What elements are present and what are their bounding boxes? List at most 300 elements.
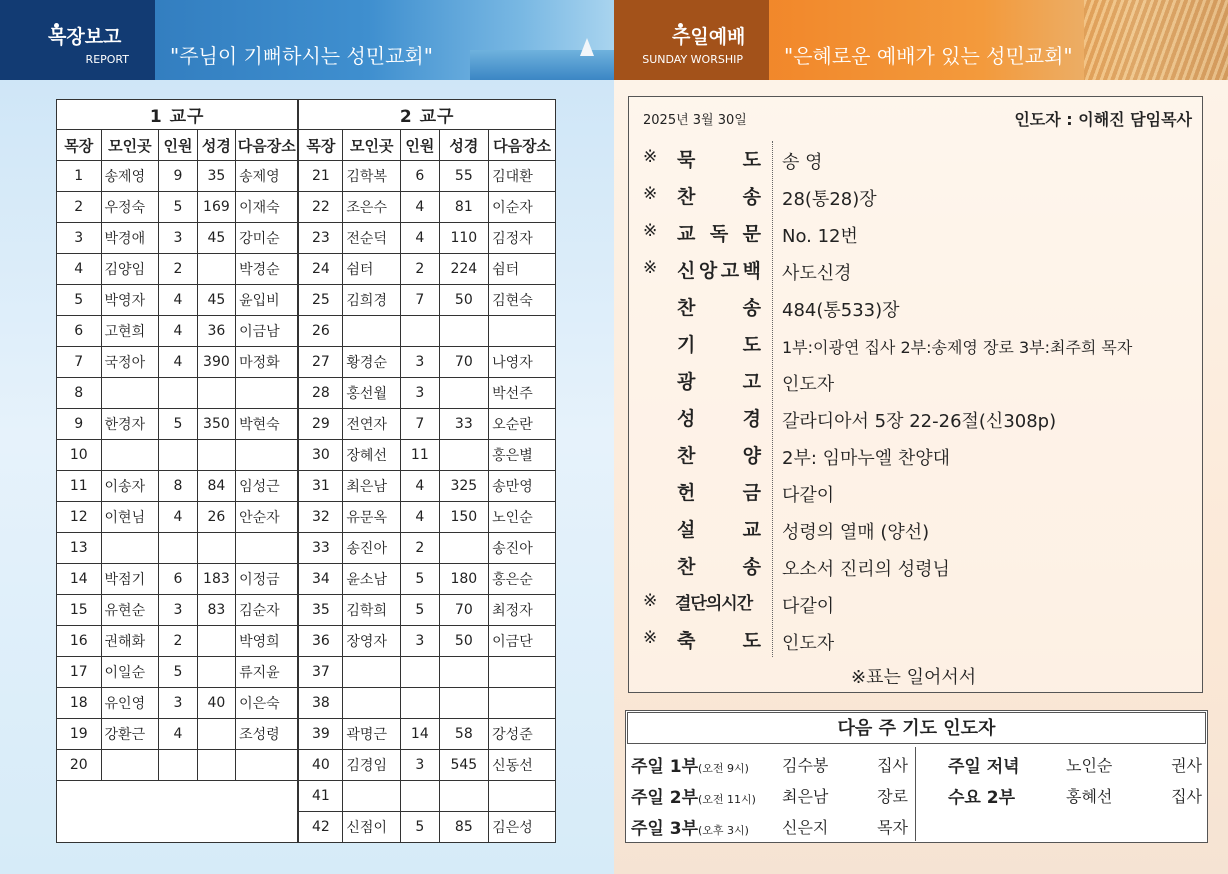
order-item-name-char: 독 [709, 223, 729, 245]
table-cell: 23 [298, 223, 343, 254]
table-cell: 11 [401, 440, 439, 471]
table-cell: 5 [159, 409, 197, 440]
table-cell: 6 [57, 316, 102, 347]
leader-name: 노인순 [1066, 756, 1113, 775]
prayer-leader-row [628, 747, 916, 778]
group-report-table [56, 99, 556, 843]
table-cell [489, 657, 556, 688]
order-item-name [675, 589, 763, 614]
table-cell: 강환근 [101, 719, 159, 750]
table-cell: 50 [439, 285, 489, 316]
table-cell: 3 [401, 347, 439, 378]
worship-badge [614, 0, 769, 80]
table-cell: 22 [298, 192, 343, 223]
table-cell [439, 657, 489, 688]
worship-badge-title: 주일예배 [672, 26, 746, 48]
order-item-name-char: 교 [677, 223, 696, 245]
order-item-name-char: 경 [742, 408, 761, 430]
order-item-name [677, 182, 761, 209]
table-cell [439, 316, 489, 347]
table-cell: 7 [401, 409, 439, 440]
table-cell: 9 [159, 161, 197, 192]
order-item-value: 28(통28)장 [782, 189, 877, 210]
table-cell: 고현희 [101, 316, 159, 347]
table-cell: 송제영 [101, 161, 159, 192]
order-item-name-char: 신 [677, 260, 696, 282]
table-cell: 180 [439, 564, 489, 595]
table-cell: 10 [57, 440, 102, 471]
table-cell: 84 [197, 471, 235, 502]
order-item-mark: ※ [643, 147, 658, 167]
table-cell [236, 533, 299, 564]
table-cell: 39 [298, 719, 343, 750]
table-cell: 21 [298, 161, 343, 192]
table-cell [197, 533, 235, 564]
table-cell: 150 [439, 502, 489, 533]
order-item [629, 251, 1204, 288]
table-cell: 29 [298, 409, 343, 440]
table-row [57, 595, 556, 626]
worship-order [628, 96, 1203, 693]
order-item-name-char: 도 [742, 149, 761, 171]
order-item-name-char: 교 [742, 519, 761, 541]
table-cell: 김정자 [489, 223, 556, 254]
table-cell: 최은남 [343, 471, 401, 502]
worship-badge-sub: SUNDAY WORSHIP [642, 53, 743, 66]
table-cell: 김순자 [236, 595, 299, 626]
service-time: (오후 3시) [698, 824, 749, 837]
table-cell: 신동선 [489, 750, 556, 781]
table-cell [401, 688, 439, 719]
table-cell: 4 [57, 254, 102, 285]
next-week-title: 다음 주 기도 인도자 [627, 712, 1206, 744]
table-cell [439, 781, 489, 812]
order-item-name [677, 293, 761, 320]
order-item [629, 436, 1204, 473]
table-cell: 권해화 [101, 626, 159, 657]
table-cell: 홍은순 [489, 564, 556, 595]
service-name: 주일 1부 [631, 757, 699, 777]
report-badge [0, 0, 155, 80]
table-cell [439, 533, 489, 564]
table-row [57, 471, 556, 502]
order-item-value: 484(통533)장 [782, 300, 900, 321]
table-cell: 45 [197, 223, 235, 254]
table-cell: 조은수 [343, 192, 401, 223]
table-cell: 4 [401, 502, 439, 533]
order-item [629, 399, 1204, 436]
table-cell [101, 440, 159, 471]
table-cell [439, 440, 489, 471]
order-item-name-char: 금 [742, 482, 761, 504]
table-cell: 김희경 [343, 285, 401, 316]
table-cell: 한경자 [101, 409, 159, 440]
table-cell: 4 [159, 347, 197, 378]
table-cell: 신점이 [343, 812, 401, 843]
table-cell: 1 [57, 161, 102, 192]
table-cell: 곽명근 [343, 719, 401, 750]
group1-header: 1 교구 [57, 100, 299, 130]
service-label: 주일 저녁 [948, 757, 1020, 777]
order-item-value: 성령의 열매 (양선) [782, 522, 930, 543]
col-header: 성경 [197, 130, 235, 161]
table-cell [197, 719, 235, 750]
table-cell: 김은성 [489, 812, 556, 843]
table-cell [197, 626, 235, 657]
table-cell: 이현님 [101, 502, 159, 533]
table-row [57, 316, 556, 347]
standing-note: ※표는 일어서서 [851, 667, 977, 688]
order-item-name-char: 고 [742, 371, 761, 393]
table-cell: 58 [439, 719, 489, 750]
worship-slogan: "은혜로운 예배가 있는 성민교회" [784, 44, 1073, 68]
table-cell: 유인영 [101, 688, 159, 719]
table-cell: 이금남 [236, 316, 299, 347]
table-cell: 36 [298, 626, 343, 657]
table-cell: 50 [439, 626, 489, 657]
order-item-name [677, 219, 761, 246]
order-item-mark: ※ [643, 628, 658, 648]
order-item-name-char: 송 [742, 556, 761, 578]
table-row [57, 657, 556, 688]
order-item-name-char: 도 [742, 334, 761, 356]
table-cell: 31 [298, 471, 343, 502]
table-cell: 장혜선 [343, 440, 401, 471]
report-header [0, 0, 614, 80]
table-cell: 2 [57, 192, 102, 223]
table-cell: 송진아 [343, 533, 401, 564]
table-row [57, 781, 556, 812]
col-header: 목장 [298, 130, 343, 161]
order-item-value: 인도자 [782, 374, 835, 395]
order-item-name [677, 552, 761, 579]
order-item-name [677, 515, 761, 542]
table-cell: 나영자 [489, 347, 556, 378]
order-item-mark: ※ [643, 591, 658, 611]
service-label [631, 752, 749, 777]
table-cell: 5 [401, 595, 439, 626]
table-cell: 27 [298, 347, 343, 378]
prayer-leader-row [918, 778, 1206, 809]
service-label [631, 814, 749, 839]
table-cell: 4 [159, 502, 197, 533]
table-cell: 36 [197, 316, 235, 347]
table-cell: 14 [401, 719, 439, 750]
table-cell [489, 781, 556, 812]
table-cell [343, 781, 401, 812]
order-item [629, 547, 1204, 584]
table-row [57, 409, 556, 440]
table-cell: 5 [159, 192, 197, 223]
table-cell [197, 657, 235, 688]
table-cell: 전연자 [343, 409, 401, 440]
order-item-name-char: 헌 [677, 482, 696, 504]
order-item-name [677, 367, 761, 394]
table-cell: 37 [298, 657, 343, 688]
service-time: (오전 11시) [698, 793, 756, 806]
table-cell: 이금단 [489, 626, 556, 657]
table-cell [159, 440, 197, 471]
table-cell [489, 316, 556, 347]
table-cell: 41 [298, 781, 343, 812]
table-cell: 홍은별 [489, 440, 556, 471]
table-cell: 2 [401, 533, 439, 564]
table-row [57, 502, 556, 533]
order-item-name-char: 기 [677, 334, 696, 356]
leader-role: 권사 [1171, 756, 1202, 775]
order-item-name-char: 찬 [677, 445, 696, 467]
table-cell: 4 [159, 719, 197, 750]
order-item [629, 473, 1204, 510]
table-cell [489, 688, 556, 719]
report-badge-title: 목장보고 [48, 26, 122, 48]
order-item-name-char: 광 [677, 371, 696, 393]
table-cell: 30 [298, 440, 343, 471]
table-cell: 350 [197, 409, 235, 440]
order-item-name [677, 256, 761, 283]
table-row [57, 719, 556, 750]
table-cell: 70 [439, 595, 489, 626]
table-cell: 4 [401, 223, 439, 254]
leader-name: 신은지 [782, 818, 829, 837]
other-services [918, 747, 1206, 841]
table-cell: 전순덕 [343, 223, 401, 254]
table-cell: 김학복 [343, 161, 401, 192]
col-header: 인원 [159, 130, 197, 161]
table-cell: 11 [57, 471, 102, 502]
order-item [629, 177, 1204, 214]
table-cell: 3 [159, 688, 197, 719]
prayer-leader-row [628, 809, 916, 840]
table-cell: 7 [401, 285, 439, 316]
col-header: 다음장소 [236, 130, 299, 161]
table-cell: 2 [159, 254, 197, 285]
order-item [629, 584, 1204, 621]
order-item-value: 다같이 [782, 485, 835, 506]
col-header: 성경 [439, 130, 489, 161]
table-row [57, 564, 556, 595]
table-cell: 26 [298, 316, 343, 347]
table-cell: 장영자 [343, 626, 401, 657]
col-header: 목장 [57, 130, 102, 161]
col-header: 모인곳 [101, 130, 159, 161]
table-cell: 325 [439, 471, 489, 502]
table-cell: 쉼터 [343, 254, 401, 285]
table-cell: 쉼터 [489, 254, 556, 285]
table-cell: 윤입비 [236, 285, 299, 316]
table-cell: 24 [298, 254, 343, 285]
table-row [57, 192, 556, 223]
table-cell: 18 [57, 688, 102, 719]
table-cell: 3 [159, 595, 197, 626]
order-item [629, 140, 1204, 177]
table-cell [401, 316, 439, 347]
table-cell: 390 [197, 347, 235, 378]
table-row [57, 440, 556, 471]
table-cell: 55 [439, 161, 489, 192]
table-cell: 34 [298, 564, 343, 595]
order-item-name-char: 백 [742, 260, 761, 282]
table-cell [236, 440, 299, 471]
leader-role: 목자 [877, 818, 908, 837]
table-cell: 17 [57, 657, 102, 688]
order-item-name-char: 설 [677, 519, 696, 541]
table-row [57, 223, 556, 254]
prayer-leader-row [918, 747, 1206, 778]
table-cell: 4 [401, 192, 439, 223]
table-cell: 박영희 [236, 626, 299, 657]
order-item [629, 214, 1204, 251]
table-row [57, 626, 556, 657]
table-cell: 110 [439, 223, 489, 254]
table-cell: 9 [57, 409, 102, 440]
order-item-name-char: 송 [742, 297, 761, 319]
table-row [57, 161, 556, 192]
table-cell: 3 [401, 750, 439, 781]
table-cell: 오순란 [489, 409, 556, 440]
table-cell: 42 [298, 812, 343, 843]
order-item-name-char: 축 [677, 630, 696, 652]
order-item-name-char: 앙 [698, 260, 718, 282]
leader-name: 김수봉 [782, 756, 829, 775]
next-week-prayer-leaders [625, 710, 1208, 843]
order-item [629, 288, 1204, 325]
table-cell: 20 [57, 750, 102, 781]
table-cell [159, 378, 197, 409]
order-item-name-char: 양 [742, 445, 761, 467]
order-item-value: 송 영 [782, 152, 823, 173]
table-cell [101, 750, 159, 781]
table-cell: 81 [439, 192, 489, 223]
order-item-value: 인도자 [782, 633, 835, 654]
worship-date: 2025년 3월 30일 [643, 113, 747, 128]
table-cell: 이정금 [236, 564, 299, 595]
table-cell: 마정화 [236, 347, 299, 378]
table-cell: 15 [57, 595, 102, 626]
table-cell: 2 [401, 254, 439, 285]
order-item-name [677, 404, 761, 431]
order-item-name-char: 찬 [677, 556, 696, 578]
order-item [629, 621, 1204, 658]
col-header: 다음장소 [489, 130, 556, 161]
table-cell [343, 657, 401, 688]
order-item-name-char: 결단의시간 [675, 594, 753, 614]
table-cell [236, 378, 299, 409]
table-cell: 류지윤 [236, 657, 299, 688]
order-item-name-char: 묵 [677, 149, 696, 171]
order-item-name [677, 478, 761, 505]
leader-name: 최은남 [782, 787, 829, 806]
table-row [57, 254, 556, 285]
table-cell [197, 440, 235, 471]
table-cell: 16 [57, 626, 102, 657]
table-cell: 28 [298, 378, 343, 409]
order-item-mark: ※ [643, 221, 658, 241]
table-row [57, 750, 556, 781]
table-cell: 5 [401, 812, 439, 843]
table-cell: 5 [57, 285, 102, 316]
table-cell: 5 [401, 564, 439, 595]
table-cell [236, 750, 299, 781]
table-cell: 3 [401, 626, 439, 657]
sailboat-icon [580, 38, 594, 56]
group2-header: 2 교구 [298, 100, 555, 130]
sunday-services [628, 747, 916, 841]
order-item-mark: ※ [643, 258, 658, 278]
order-item-name-char: 찬 [677, 297, 696, 319]
table-cell: 박점기 [101, 564, 159, 595]
table-cell: 유현순 [101, 595, 159, 626]
table-cell: 12 [57, 502, 102, 533]
leader-name: 홍혜선 [1066, 787, 1113, 806]
table-cell: 8 [57, 378, 102, 409]
table-cell: 안순자 [236, 502, 299, 533]
table-cell: 노인순 [489, 502, 556, 533]
table-cell: 3 [57, 223, 102, 254]
table-cell: 25 [298, 285, 343, 316]
table-cell: 19 [57, 719, 102, 750]
order-item-value: 2부: 임마누엘 찬양대 [782, 448, 951, 469]
table-cell: 윤소남 [343, 564, 401, 595]
table-cell [101, 533, 159, 564]
service-time: (오전 9시) [698, 762, 749, 775]
service-label [631, 783, 756, 808]
table-cell: 6 [159, 564, 197, 595]
worship-leader: 인도자 : 이해진 담임목사 [1014, 110, 1192, 129]
worship-header [614, 0, 1228, 80]
order-item-name-char: 도 [742, 630, 761, 652]
table-cell: 박현숙 [236, 409, 299, 440]
table-cell: 4 [401, 471, 439, 502]
table-cell: 박영자 [101, 285, 159, 316]
leader-role: 집사 [877, 756, 908, 775]
table-cell [159, 750, 197, 781]
order-item-value: No. 12번 [782, 226, 858, 247]
table-cell: 70 [439, 347, 489, 378]
table-cell: 169 [197, 192, 235, 223]
table-cell: 임성근 [236, 471, 299, 502]
table-cell: 이송자 [101, 471, 159, 502]
table-cell: 3 [159, 223, 197, 254]
table-cell: 33 [439, 409, 489, 440]
order-item [629, 325, 1204, 362]
table-cell: 33 [298, 533, 343, 564]
table-cell: 4 [159, 285, 197, 316]
order-item-value: 갈라디아서 5장 22-26절(신308p) [782, 411, 1057, 432]
order-item-value: 1부:이광연 집사 2부:송제영 장로 3부:최주희 목자 [782, 338, 1133, 357]
table-cell: 이일순 [101, 657, 159, 688]
order-item-name [677, 441, 761, 468]
table-cell: 26 [197, 502, 235, 533]
report-slogan: "주님이 기뻐하시는 성민교회" [170, 44, 433, 68]
table-cell: 국정아 [101, 347, 159, 378]
table-cell [401, 781, 439, 812]
table-cell: 김양임 [101, 254, 159, 285]
table-cell: 강성준 [489, 719, 556, 750]
order-item [629, 362, 1204, 399]
table-cell: 45 [197, 285, 235, 316]
service-label: 수요 2부 [948, 788, 1016, 808]
leader-role: 장로 [877, 787, 908, 806]
table-cell: 송진아 [489, 533, 556, 564]
order-item-name-char: 송 [742, 186, 761, 208]
empty-cell [57, 781, 299, 843]
table-cell [401, 657, 439, 688]
table-row [57, 533, 556, 564]
table-cell: 2 [159, 626, 197, 657]
table-cell: 송제영 [236, 161, 299, 192]
table-cell: 224 [439, 254, 489, 285]
